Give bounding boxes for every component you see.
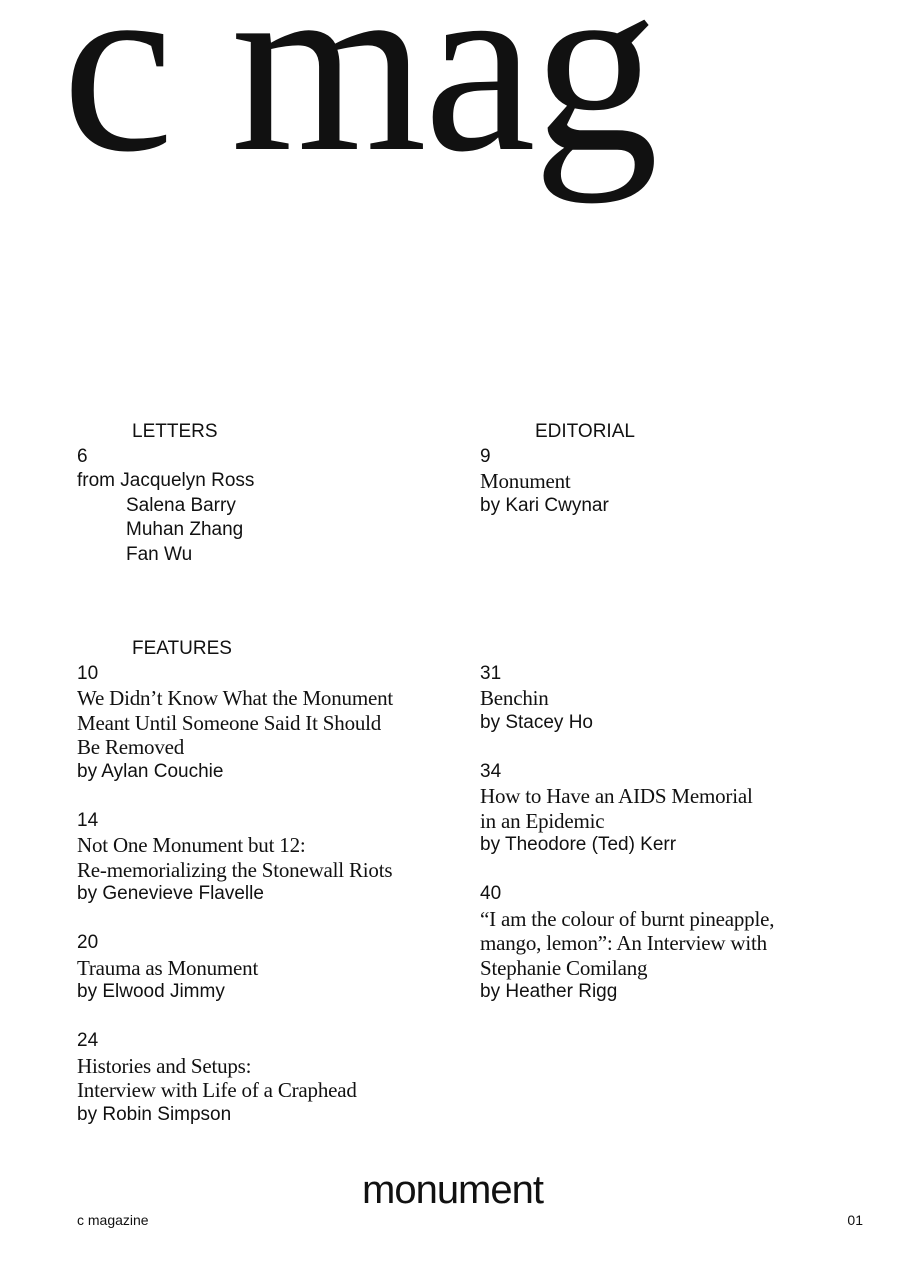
- entry-page-number: 24: [77, 1030, 99, 1051]
- entry-author: by Robin Simpson: [77, 1103, 232, 1125]
- letters-author: Salena Barry: [126, 494, 236, 516]
- features-right-column: [480, 662, 880, 1030]
- masthead-logo: c mag: [62, 0, 656, 204]
- toc-entry[interactable]: [480, 760, 880, 858]
- letters-section: [77, 420, 477, 567]
- section-heading-features: FEATURES: [132, 638, 232, 659]
- toc-entry[interactable]: [480, 882, 880, 1005]
- toc-entry[interactable]: [77, 1029, 477, 1127]
- entry-title: mango, lemon”: An Interview with: [480, 931, 767, 955]
- entry-page-number: 10: [77, 662, 99, 684]
- entry-page-number: 20: [77, 932, 99, 953]
- entry-title: in an Epidemic: [480, 808, 605, 833]
- editorial-author: by Kari Cwynar: [480, 494, 609, 516]
- entry-title: We Didn’t Know What the Monument: [77, 686, 394, 710]
- entry-title: Re-memorializing the Stonewall Riots: [77, 857, 393, 882]
- letters-from-line: from Jacquelyn Ross: [77, 470, 255, 491]
- editorial-page-number: 9: [480, 445, 491, 467]
- entry-title: Interview with Life of a Craphead: [77, 1078, 357, 1102]
- issue-theme-title: monument: [362, 1168, 543, 1212]
- entry-title: Stephanie Comilang: [480, 955, 648, 980]
- letters-page-number: 6: [77, 445, 88, 467]
- toc-entry[interactable]: [77, 931, 477, 1005]
- entry-author: by Theodore (Ted) Kerr: [480, 834, 677, 855]
- entry-author: by Aylan Couchie: [77, 760, 224, 782]
- footer-page-number: 01: [847, 1212, 863, 1228]
- editorial-title: Monument: [480, 469, 571, 493]
- entry-page-number: 34: [480, 760, 502, 782]
- entry-title: Benchin: [480, 686, 549, 710]
- entry-author: by Elwood Jimmy: [77, 981, 225, 1002]
- letters-author: Muhan Zhang: [126, 519, 244, 540]
- letters-author: Fan Wu: [126, 543, 193, 565]
- section-heading-editorial: EDITORIAL: [535, 421, 635, 442]
- entry-author: by Heather Rigg: [480, 981, 618, 1002]
- entry-title: Meant Until Someone Said It Should: [77, 710, 382, 735]
- section-heading-letters: LETTERS: [132, 421, 218, 442]
- toc-entry[interactable]: [77, 662, 477, 785]
- footer-publication: c magazine: [77, 1212, 149, 1228]
- entry-author: by Genevieve Flavelle: [77, 883, 264, 904]
- entry-page-number: 40: [480, 883, 502, 904]
- entry-title: Be Removed: [77, 735, 185, 759]
- toc-entry[interactable]: [480, 662, 880, 736]
- entry-author: by Stacey Ho: [480, 711, 593, 733]
- toc-entry[interactable]: [77, 809, 477, 907]
- entry-title: Not One Monument but 12:: [77, 833, 306, 857]
- entry-title: How to Have an AIDS Memorial: [480, 784, 753, 808]
- entry-title: Histories and Setups:: [77, 1053, 252, 1078]
- editorial-section: [480, 420, 880, 518]
- entry-title: “I am the colour of burnt pineapple,: [480, 906, 775, 931]
- entry-page-number: 31: [480, 662, 502, 684]
- entry-page-number: 14: [77, 809, 99, 831]
- entry-title: Trauma as Monument: [77, 955, 259, 980]
- features-left-column: [77, 637, 477, 1152]
